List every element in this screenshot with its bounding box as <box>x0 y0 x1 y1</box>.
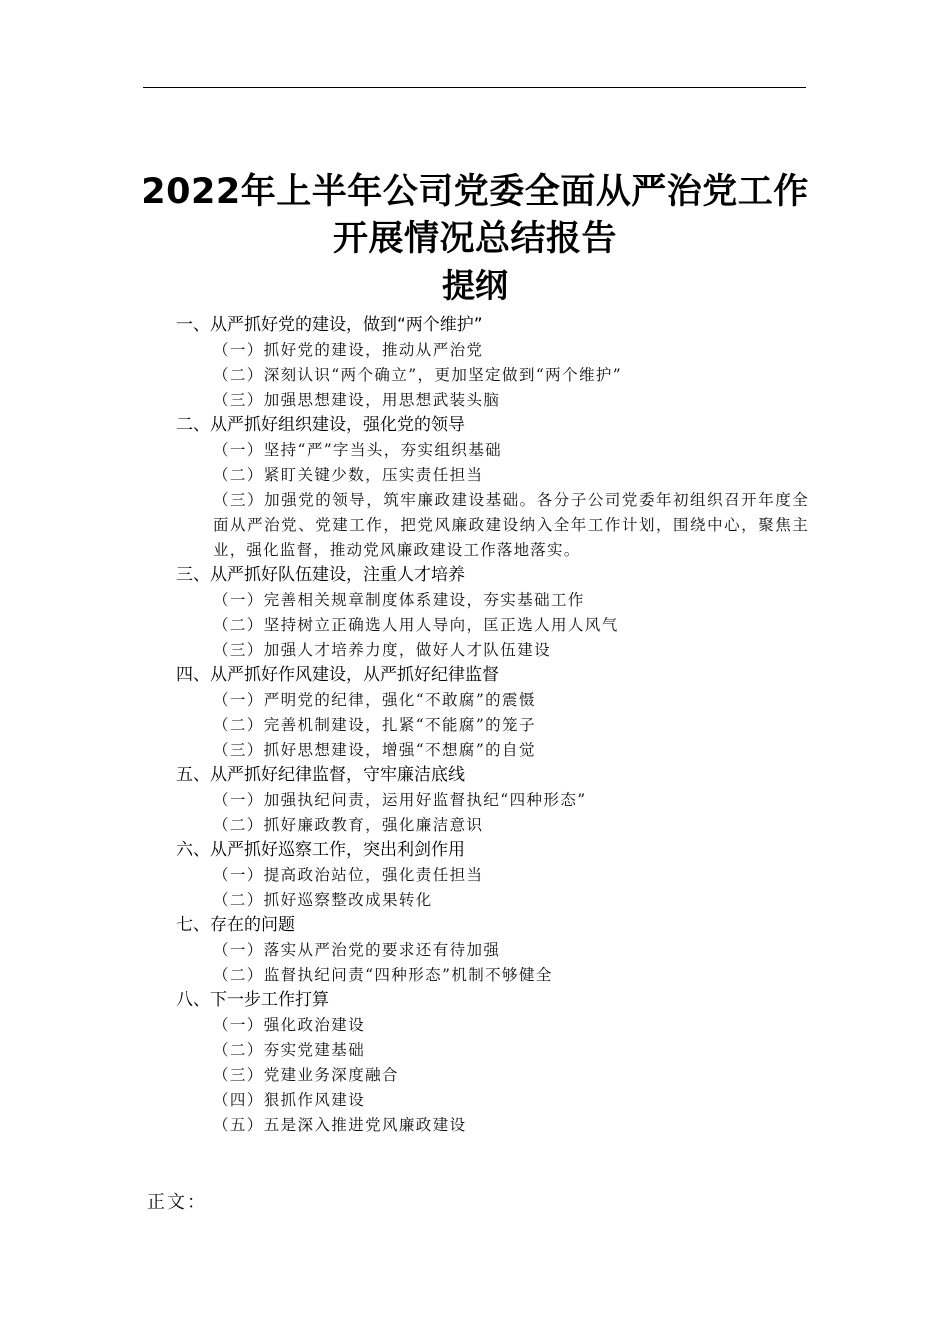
section-item: （一）抓好党的建设，推动从严治党 <box>213 341 484 359</box>
section-item: （三）加强思想建设，用思想武装头脑 <box>213 391 501 409</box>
section-heading: 五、从严抓好纪律监督，守牢廉洁底线 <box>176 765 465 785</box>
section-heading: 四、从严抓好作风建设，从严抓好纪律监督 <box>176 665 499 685</box>
header-rule <box>143 87 806 88</box>
section-item: （三）党建业务深度融合 <box>213 1066 399 1084</box>
section-heading: 六、从严抓好巡察工作，突出利剑作用 <box>176 840 465 860</box>
section-item: （一）加强执纪问责，运用好监督执纪“四种形态” <box>213 791 587 809</box>
outline-section-3 <box>0 563 950 663</box>
section-item: （四）狠抓作风建设 <box>213 1091 366 1109</box>
section-item-paragraph: （三）加强党的领导，筑牢廉政建设基础。各分子公司党委年初组织召开年度全面从严治党、党建工作，把党风廉政建设纳入全年工作计划，围绕中心，聚焦主业，强化监督，推动党风廉政建设工作落地落实。 <box>213 491 809 559</box>
section-heading: 二、从严抓好组织建设，强化党的领导 <box>176 415 465 435</box>
section-item: （一）严明党的纪律，强化“不敢腐”的震慑 <box>213 691 536 709</box>
outline-section-2 <box>0 413 950 563</box>
section-heading: 八、下一步工作打算 <box>176 990 329 1010</box>
outline-section-4 <box>0 663 950 763</box>
section-item: （二）抓好巡察整改成果转化 <box>213 891 433 909</box>
outline-section-5 <box>0 763 950 838</box>
section-heading: 七、存在的问题 <box>176 915 295 935</box>
outline-section-6 <box>0 838 950 913</box>
section-item: （一）强化政治建设 <box>213 1016 366 1034</box>
outline-section-7 <box>0 913 950 988</box>
section-item: （二）完善机制建设，扎紧“不能腐”的笼子 <box>213 716 536 734</box>
section-item: （二）紧盯关键少数，压实责任担当 <box>213 466 484 484</box>
section-item: （一）坚持“严”字当头，夯实组织基础 <box>213 441 503 459</box>
section-heading: 三、从严抓好队伍建设，注重人才培养 <box>176 565 465 585</box>
outline-list <box>0 313 950 1138</box>
section-item: （三）抓好思想建设，增强“不想腐”的自觉 <box>213 741 536 759</box>
document-title-line-1: 2022年上半年公司党委全面从严治党工作 <box>141 172 809 212</box>
outline-section-8 <box>0 988 950 1138</box>
body-text-label: 正文： <box>147 1192 207 1213</box>
section-item: （一）落实从严治党的要求还有待加强 <box>213 941 501 959</box>
section-item: （二）夯实党建基础 <box>213 1041 366 1059</box>
section-item: （一）完善相关规章制度体系建设，夯实基础工作 <box>213 591 585 609</box>
section-item: （二）抓好廉政教育，强化廉洁意识 <box>213 816 484 834</box>
section-item: （一）提高政治站位，强化责任担当 <box>213 866 484 884</box>
document-title-line-2: 开展情况总结报告 <box>332 219 617 259</box>
outline-subtitle: 提纲 <box>442 266 508 305</box>
section-item: （二）深刻认识“两个确立”，更加坚定做到“两个维护” <box>213 366 623 384</box>
section-item: （二）监督执纪问责“四种形态”机制不够健全 <box>213 966 553 984</box>
section-item: （五）五是深入推进党风廉政建设 <box>213 1116 467 1134</box>
outline-section-1 <box>0 313 950 413</box>
section-heading: 一、从严抓好党的建设，做到“两个维护” <box>176 315 483 335</box>
section-item: （二）坚持树立正确选人用人导向，匡正选人用人风气 <box>213 616 619 634</box>
section-item: （三）加强人才培养力度，做好人才队伍建设 <box>213 641 552 659</box>
